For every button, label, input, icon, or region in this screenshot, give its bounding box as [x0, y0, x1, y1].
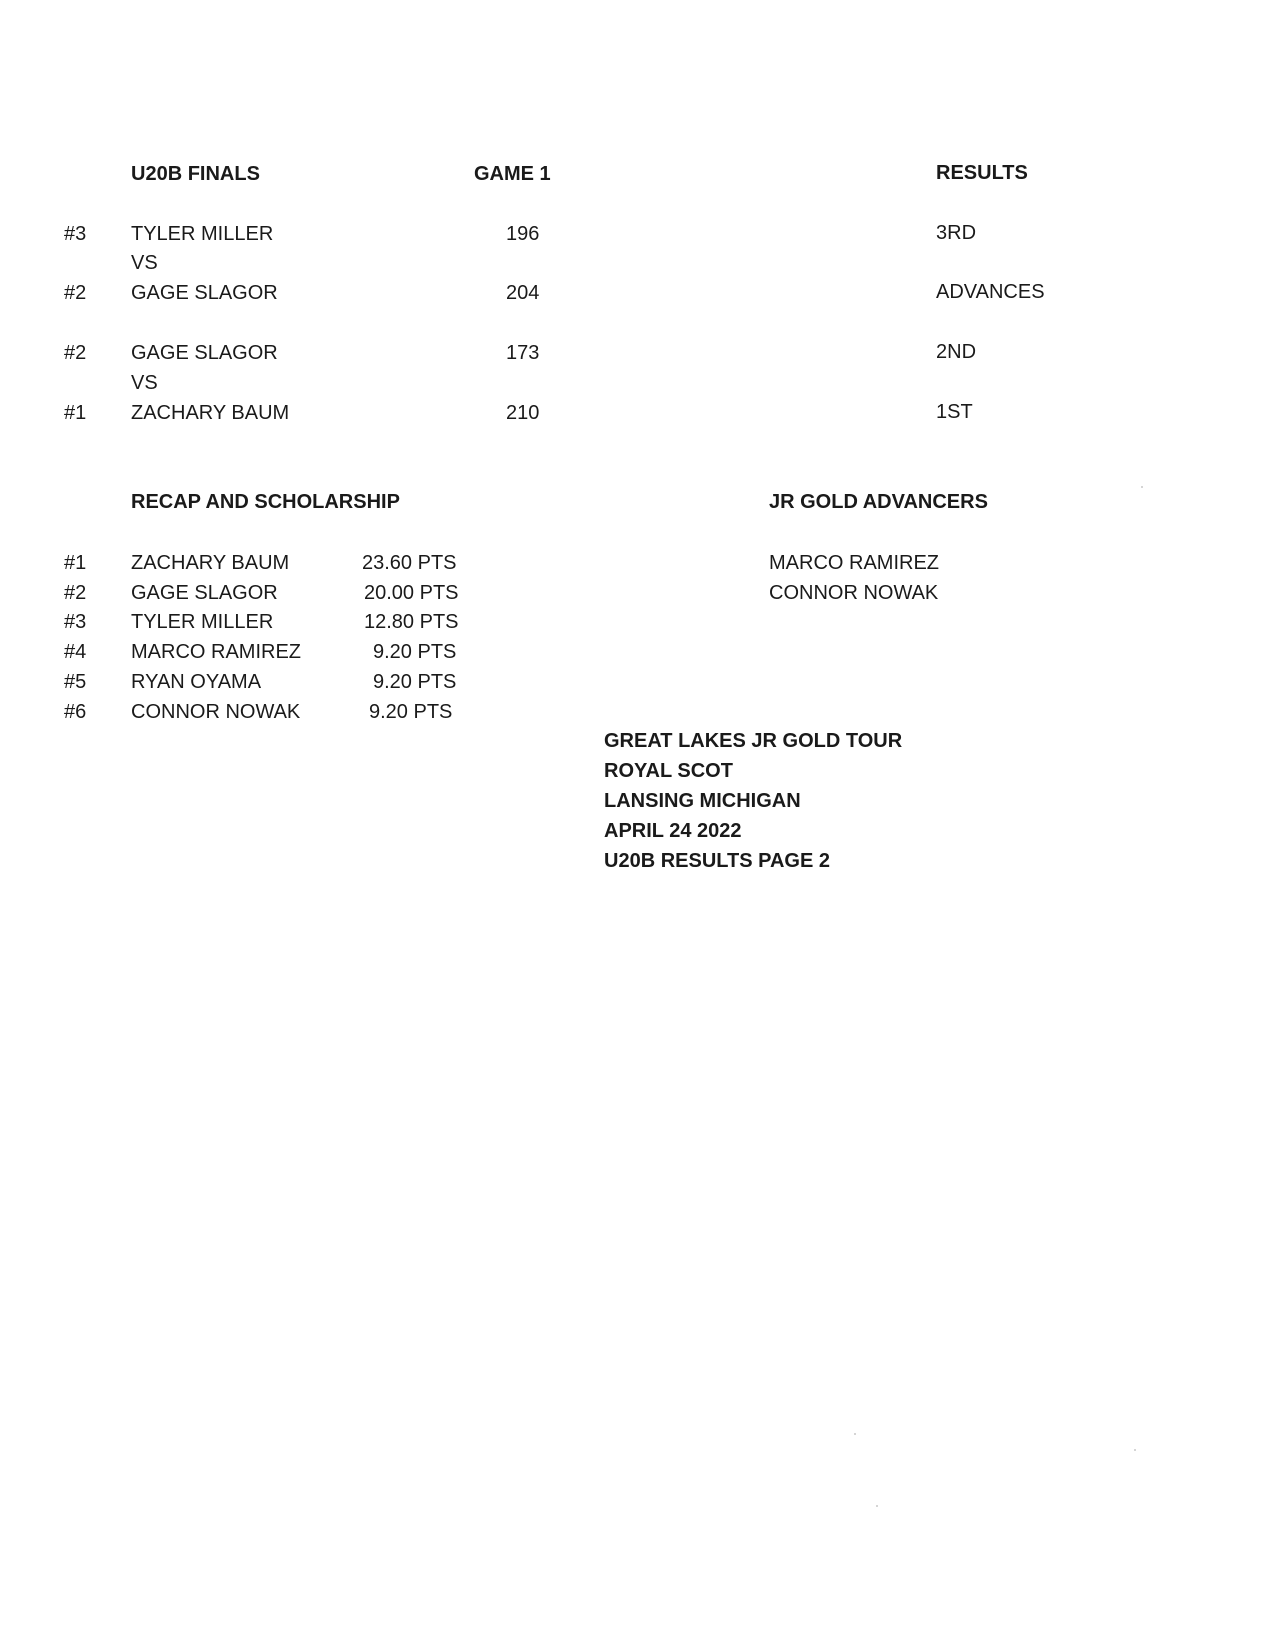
tour-name: GREAT LAKES JR GOLD TOUR [604, 730, 903, 752]
game-score: 173 [506, 342, 540, 364]
advancer-name: CONNOR NOWAK [769, 582, 939, 604]
vs-label: VS [131, 372, 158, 394]
venue-name: ROYAL SCOT [604, 760, 733, 782]
points: 9.20 PTS [373, 671, 457, 693]
rank: #2 [64, 582, 87, 604]
scan-speck [876, 1505, 878, 1507]
game-column-header: GAME 1 [474, 163, 551, 185]
finals-title: U20B FINALS [131, 163, 260, 185]
seed: #3 [64, 223, 87, 245]
scan-speck [1134, 1449, 1136, 1451]
bowler-name: MARCO RAMIREZ [131, 641, 301, 663]
points: 9.20 PTS [373, 641, 457, 663]
seed: #2 [64, 282, 87, 304]
bowler-name: GAGE SLAGOR [131, 342, 278, 364]
match-result: ADVANCES [936, 281, 1045, 303]
bowler-name: GAGE SLAGOR [131, 582, 278, 604]
bowler-name: TYLER MILLER [131, 611, 274, 633]
bowler-name: CONNOR NOWAK [131, 701, 301, 723]
event-date: APRIL 24 2022 [604, 820, 742, 842]
match-result: 3RD [936, 222, 977, 244]
advancer-name: MARCO RAMIREZ [769, 552, 939, 574]
seed: #2 [64, 342, 87, 364]
results-column-header: RESULTS [936, 162, 1028, 184]
bowler-name: ZACHARY BAUM [131, 552, 290, 574]
points: 12.80 PTS [364, 611, 459, 633]
points: 23.60 PTS [362, 552, 457, 574]
page-label: U20B RESULTS PAGE 2 [604, 850, 830, 872]
event-location: LANSING MICHIGAN [604, 790, 801, 812]
rank: #4 [64, 641, 87, 663]
match-result: 1ST [936, 401, 973, 423]
scan-speck [1141, 486, 1143, 488]
vs-label: VS [131, 252, 158, 274]
rank: #1 [64, 552, 87, 574]
scan-speck [854, 1433, 856, 1435]
seed: #1 [64, 402, 87, 424]
recap-title: RECAP AND SCHOLARSHIP [131, 491, 400, 513]
advancers-title: JR GOLD ADVANCERS [769, 491, 988, 513]
match-result: 2ND [936, 341, 977, 363]
game-score: 196 [506, 223, 540, 245]
bowler-name: RYAN OYAMA [131, 671, 262, 693]
rank: #5 [64, 671, 87, 693]
game-score: 210 [506, 402, 540, 424]
points: 9.20 PTS [369, 701, 453, 723]
bowler-name: GAGE SLAGOR [131, 282, 278, 304]
rank: #6 [64, 701, 87, 723]
bowler-name: ZACHARY BAUM [131, 402, 290, 424]
bowler-name: TYLER MILLER [131, 223, 274, 245]
rank: #3 [64, 611, 87, 633]
points: 20.00 PTS [364, 582, 459, 604]
game-score: 204 [506, 282, 540, 304]
